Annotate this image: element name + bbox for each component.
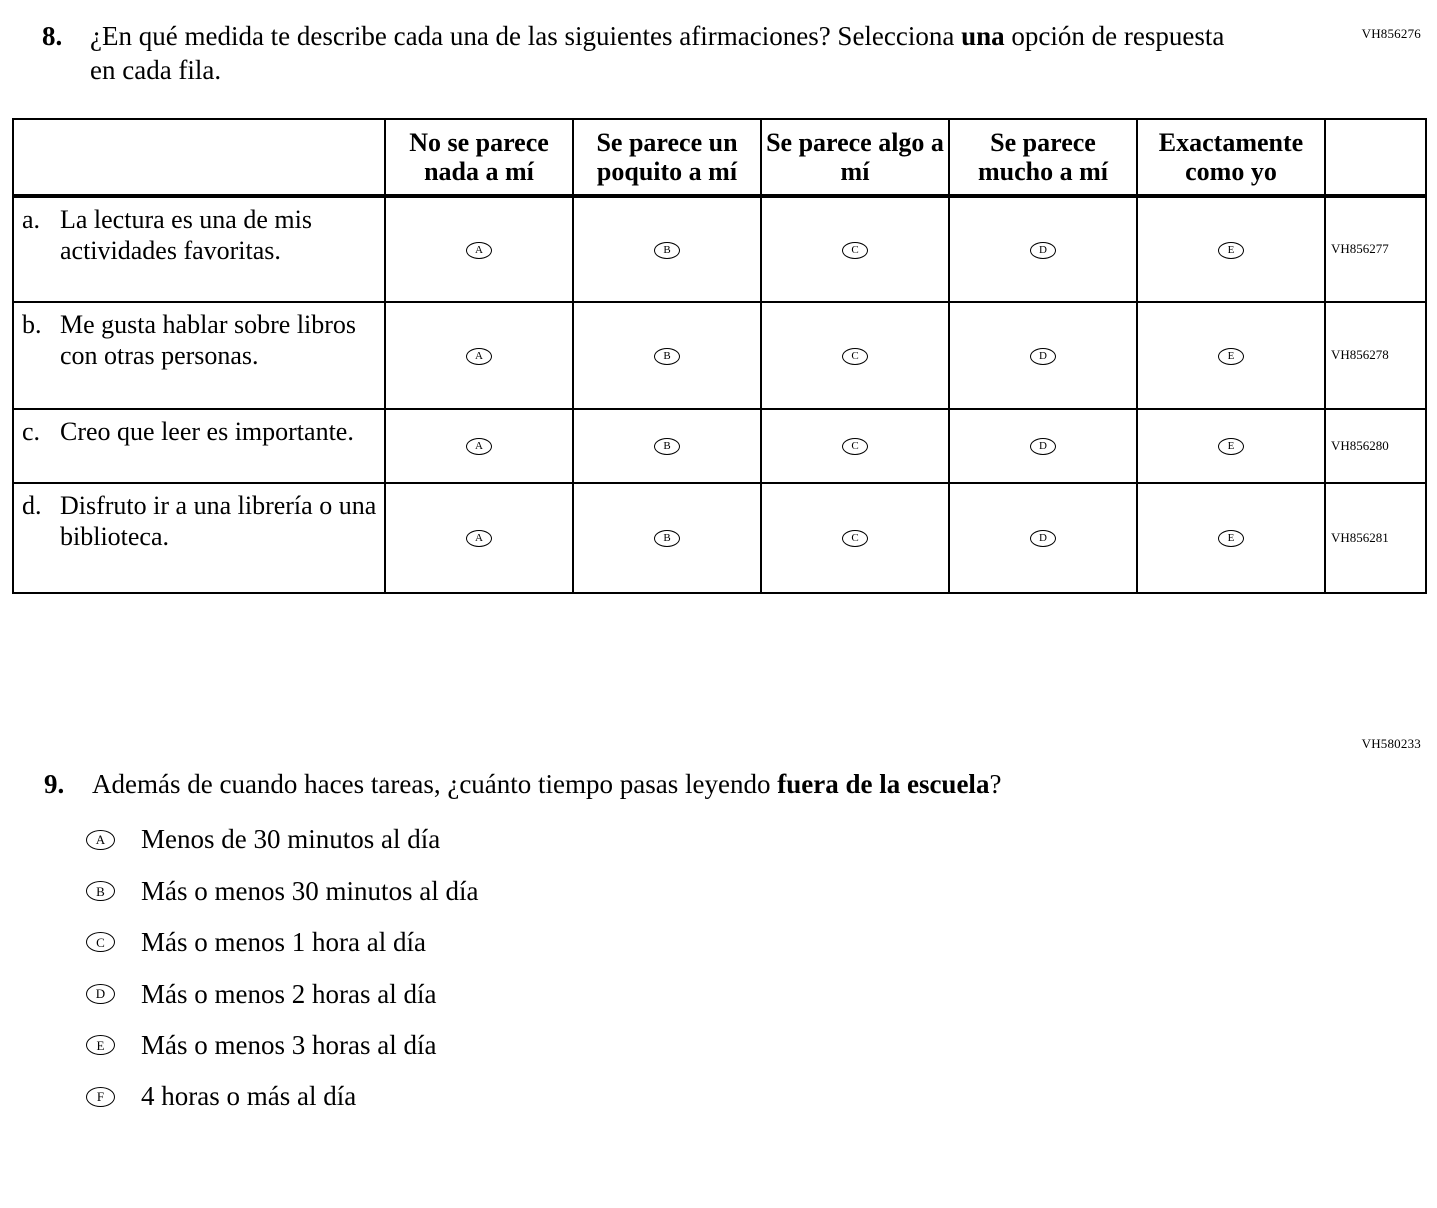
option-bubble-c-D[interactable]: D [1030,438,1056,455]
question-9-number: 9. [44,768,65,799]
question-9-text-pre: Además de cuando haces tareas, ¿cuánto tiempo pasas leyendo [92,768,778,799]
cell-a-A [385,196,573,302]
cell-c-A [385,409,573,483]
option-bubble-c-B[interactable]: B [654,438,680,455]
form-code-q8: VH856276 [1361,26,1421,41]
option-bubble-d-A[interactable]: A [466,530,492,547]
cell-d-B [573,483,761,593]
statement-column-header [13,119,385,196]
question-8-text-bold: una [961,21,1005,51]
statement-b [13,302,385,409]
option-bubble-9-F[interactable]: F [86,1087,115,1107]
q9-option-A-label: Menos de 30 minutos al día [141,824,441,855]
option-bubble-a-E[interactable]: E [1218,242,1244,259]
row-code-c: VH856280 [1325,409,1426,483]
option-bubble-9-D[interactable]: D [86,984,115,1004]
cell-b-A [385,302,573,409]
question-8-text-post: opción de respuesta en cada fila. [90,21,1225,85]
q9-option-D-label: Más o menos 2 horas al día [141,978,437,1009]
column-header-2: Se parece un poquito a mí [573,119,761,196]
cell-d-C [761,483,949,593]
code-column-header [1325,119,1426,196]
option-bubble-9-E[interactable]: E [86,1035,115,1055]
form-code-q9: VH580233 [1361,735,1421,751]
statement-a [13,196,385,302]
option-bubble-b-A[interactable]: A [466,348,492,365]
row-code-b: VH856278 [1325,302,1426,409]
option-bubble-a-B[interactable]: B [654,242,680,259]
column-header-1: No se parece nada a mí [385,119,573,196]
q9-option-A [86,823,1437,855]
cell-a-E [1137,196,1325,302]
row-letter: d. [22,490,42,520]
option-bubble-a-A[interactable]: A [466,242,492,259]
question-9 [44,768,1437,802]
option-bubble-b-C[interactable]: C [842,348,868,365]
q9-option-F-label: 4 horas o más al día [141,1081,357,1112]
cell-a-C [761,196,949,302]
option-bubble-b-E[interactable]: E [1218,348,1244,365]
column-header-3: Se parece algo a mí [761,119,949,196]
q8-matrix-table [12,118,1427,594]
cell-d-E [1137,483,1325,593]
cell-c-D [949,409,1137,483]
q9-option-C-label: Más o menos 1 hora al día [141,927,426,958]
question-8-text-pre: ¿En qué medida te describe cada una de las siguientes afirmaciones? Selecciona [90,21,962,51]
option-bubble-a-C[interactable]: C [842,242,868,259]
row-text: Disfruto ir a una librería o una biblioteca. [60,490,377,552]
cell-d-D [949,483,1137,593]
question-9-text-bold: fuera de la escuela [777,768,990,799]
row-text: Me gusta hablar sobre libros con otras personas. [60,309,357,371]
option-bubble-b-D[interactable]: D [1030,348,1056,365]
option-bubble-9-B[interactable]: B [86,881,115,901]
cell-b-B [573,302,761,409]
option-bubble-d-D[interactable]: D [1030,530,1056,547]
table-row-a [13,196,1426,302]
cell-c-B [573,409,761,483]
table-row-b [13,302,1426,409]
q9-option-E-label: Más o menos 3 horas al día [141,1030,437,1061]
question-9-options [86,823,1437,1112]
statement-d [13,483,385,593]
cell-b-D [949,302,1137,409]
header-row [13,119,1426,196]
cell-a-D [949,196,1137,302]
cell-c-E [1137,409,1325,483]
q9-option-D [86,978,1437,1010]
option-bubble-9-A[interactable]: A [86,830,115,850]
row-text: Creo que leer es importante. [60,416,354,446]
table-row-d [13,483,1426,593]
question-8 [42,20,1437,88]
cell-c-C [761,409,949,483]
row-code-a: VH856277 [1325,196,1426,302]
row-letter: c. [22,416,41,446]
row-letter: a. [22,204,41,234]
q9-option-E [86,1029,1437,1061]
row-text: La lectura es una de mis actividades favoritas. [60,204,312,266]
option-bubble-b-B[interactable]: B [654,348,680,365]
option-bubble-d-B[interactable]: B [654,530,680,547]
q9-option-F [86,1080,1437,1112]
question-8-text [90,20,1250,88]
q9-option-B [86,875,1437,907]
statement-c [13,409,385,483]
column-header-4: Se parece mucho a mí [949,119,1137,196]
question-9-text-post: ? [989,768,1002,799]
cell-b-E [1137,302,1325,409]
question-8-number: 8. [42,21,63,51]
option-bubble-d-E[interactable]: E [1218,530,1244,547]
table-row-c [13,409,1426,483]
option-bubble-c-C[interactable]: C [842,438,868,455]
q9-option-C [86,926,1437,958]
column-header-5: Exactamente como yo [1137,119,1325,196]
cell-a-B [573,196,761,302]
q9-option-B-label: Más o menos 30 minutos al día [141,875,479,906]
cell-b-C [761,302,949,409]
question-9-text [92,768,1001,802]
option-bubble-c-E[interactable]: E [1218,438,1244,455]
option-bubble-d-C[interactable]: C [842,530,868,547]
row-code-d: VH856281 [1325,483,1426,593]
cell-d-A [385,483,573,593]
option-bubble-c-A[interactable]: A [466,438,492,455]
option-bubble-9-C[interactable]: C [86,932,115,952]
option-bubble-a-D[interactable]: D [1030,242,1056,259]
row-letter: b. [22,309,42,339]
